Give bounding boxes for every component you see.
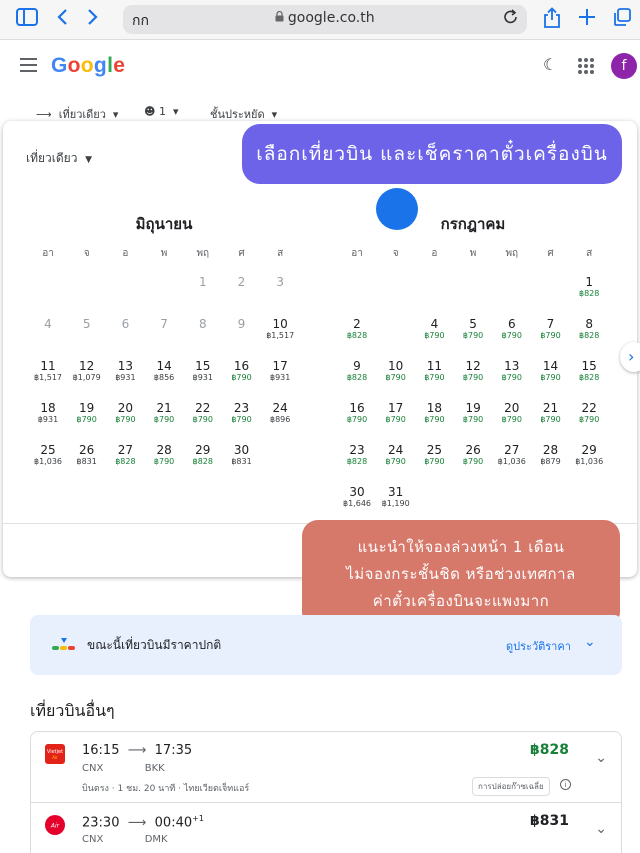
calendar-day-price: ฿896 (270, 415, 291, 424)
calendar-day[interactable] (376, 485, 416, 509)
flight-row[interactable] (30, 731, 622, 803)
calendar-day (183, 317, 223, 331)
calendar-day-number: 20 (117, 401, 134, 415)
calendar-day-number: 29 (195, 443, 211, 457)
calendar-day[interactable] (337, 443, 377, 467)
weekday-label: ส (586, 248, 593, 259)
forward-icon[interactable] (87, 7, 99, 32)
passengers-label: 1 (158, 105, 166, 118)
airport-codes (82, 763, 165, 774)
calendar-day[interactable] (453, 317, 493, 341)
calendar-day-number: 4 (44, 317, 52, 331)
calendar-day[interactable] (453, 443, 493, 467)
chevron-down-icon[interactable]: ⌄ (595, 821, 607, 837)
calendar-day[interactable] (183, 359, 223, 383)
calendar-day-number: 12 (465, 359, 481, 373)
flight-row[interactable] (30, 803, 622, 853)
weekday-label: อ (122, 248, 129, 259)
calendar-day[interactable] (260, 317, 300, 341)
calendar-day[interactable] (222, 401, 262, 425)
weekday-label: จ (83, 248, 90, 259)
calendar-day[interactable] (105, 443, 145, 467)
calendar-day-number: 11 (426, 359, 443, 373)
calendar-day[interactable] (260, 401, 300, 425)
calendar-day[interactable] (414, 317, 454, 341)
destination-code: DMK (144, 834, 168, 845)
annotation-choose-flight: เลือกเที่ยวบิน และเช็คราคาตั๋วเครื่องบิน (242, 124, 622, 184)
calendar-day[interactable] (569, 401, 609, 425)
airport-codes (82, 834, 168, 845)
calendar-day-number: 2 (237, 275, 246, 289)
calendar-day-price: ฿828 (346, 331, 368, 340)
calendar-day (28, 317, 68, 331)
calendar-day-price: ฿831 (231, 457, 252, 466)
calendar-day[interactable] (569, 443, 609, 467)
calendar-day-price: ฿790 (462, 457, 484, 466)
arrive-time: 00:40 (154, 815, 193, 831)
calendar-day-price: ฿828 (579, 331, 600, 340)
calendar-day-price: ฿790 (424, 331, 445, 340)
destination-code: BKK (144, 763, 165, 774)
reader-settings-button[interactable]: กก (132, 13, 149, 29)
calendar-day-price: ฿790 (462, 373, 484, 382)
calendar-day (67, 317, 107, 331)
calendar-day-price: ฿790 (540, 415, 561, 424)
cabin-dropdown[interactable]: ชั้นประหยัด ▾ (210, 108, 278, 121)
calendar-day[interactable] (144, 401, 184, 425)
calendar-day-number: 14 (542, 359, 559, 373)
calendar-day-number: 6 (121, 317, 130, 331)
calendar-day-price: ฿790 (231, 373, 252, 382)
annotation-line-2: ไม่จองกระชั้นชิด หรือช่วงเทศกาล (346, 565, 576, 583)
calendar-day-number: 13 (117, 359, 134, 373)
calendar-day[interactable] (105, 401, 145, 425)
svg-text:Air: Air (50, 822, 60, 830)
calendar-day-number: 14 (156, 359, 172, 373)
weekday-label: อา (351, 248, 363, 259)
airasia-logo-icon (45, 815, 65, 835)
calendar-day-number: 28 (156, 443, 172, 457)
calendar-day[interactable] (376, 443, 416, 467)
dark-mode-icon[interactable]: ☾ (543, 55, 558, 74)
depart-time: 23:30 (82, 815, 120, 831)
weekday-label: พ (469, 248, 477, 259)
calendar-day-price: ฿856 (153, 373, 175, 382)
calendar-day-number: 22 (195, 401, 211, 415)
calendar-day (105, 317, 145, 331)
calendar-day (222, 317, 262, 331)
weekday-label: อ (431, 248, 438, 259)
calendar-day[interactable] (453, 359, 493, 383)
calendar-day-number: 27 (117, 443, 134, 457)
calendar-day-number: 5 (469, 317, 477, 331)
arrow-icon: ⟶ (123, 815, 151, 831)
weekday-label: พฤ (505, 248, 519, 259)
calendar-day[interactable] (144, 359, 184, 383)
calendar-day-number: 25 (426, 443, 443, 457)
weekday-label: พฤ (196, 248, 210, 259)
calendar-day[interactable] (453, 401, 493, 425)
calendar-day-number: 19 (79, 401, 95, 415)
calendar-day-price: ฿1,036 (34, 457, 62, 466)
calendar-day-price: ฿828 (115, 457, 136, 466)
calendar-day-price: ฿790 (346, 415, 368, 424)
calendar-day-price: ฿790 (540, 373, 561, 382)
calendar-day-price: ฿790 (501, 331, 522, 340)
calendar-day-price: ฿790 (424, 457, 445, 466)
calendar-day (260, 275, 300, 289)
calendar-day-number: 23 (233, 401, 250, 415)
calendar-day (222, 275, 262, 289)
calendar-day-number: 10 (388, 359, 404, 373)
google-header (0, 41, 640, 93)
calendar-day[interactable] (414, 401, 454, 425)
calendar-day[interactable] (260, 359, 300, 383)
calendar-day-price: ฿790 (501, 373, 522, 382)
calendar-day-number: 10 (272, 317, 288, 331)
calendar-day[interactable] (337, 401, 377, 425)
calendar-day-number: 16 (233, 359, 250, 373)
date-picker-dialog (3, 121, 637, 577)
calendar-day-price: ฿828 (579, 373, 600, 382)
calendar-day-price: ฿1,517 (34, 373, 62, 382)
origin-code: CNX (82, 763, 104, 774)
other-flights-heading: เที่ยวบินอื่นๆ (30, 701, 115, 720)
calendar-day-price: ฿931 (270, 373, 291, 382)
calendar-day-number: 8 (198, 317, 207, 331)
calendar-day-number: 9 (237, 317, 246, 331)
passengers-dropdown[interactable]: ☻ 1 ▾ (144, 105, 179, 118)
calendar-day-number: 7 (546, 317, 555, 331)
depart-time: 16:15 (82, 743, 120, 758)
calendar-day-price: ฿879 (540, 457, 561, 466)
calendar-day[interactable] (376, 359, 416, 383)
calendar-day[interactable] (144, 443, 184, 467)
trip-type-dropdown[interactable]: ⟶ เที่ยวเดียว ▾ (36, 108, 119, 121)
chevron-down-icon: ▼ (85, 155, 93, 165)
arrow-icon: ⟶ (123, 743, 151, 758)
calendar-day[interactable] (337, 359, 377, 383)
calendar-day[interactable] (531, 359, 571, 383)
trip-type-label: เที่ยวเดียว (58, 108, 106, 121)
calendar-day[interactable] (222, 443, 262, 467)
price-insight-banner[interactable] (30, 615, 622, 675)
thai-vietjet-logo-icon (45, 744, 65, 764)
calendar-day-number: 15 (195, 359, 211, 373)
next-month-button[interactable]: › (620, 342, 640, 372)
new-tab-icon[interactable] (578, 7, 596, 31)
calendar-day-price: ฿790 (385, 415, 406, 424)
price-history-link[interactable]: ดูประวัติราคา (506, 640, 571, 653)
calendar-day-price: ฿831 (76, 457, 97, 466)
calendar-day-price: ฿790 (153, 457, 175, 466)
calendar-day-number: 1 (585, 275, 593, 289)
svg-text:Vietjet: Vietjet (46, 749, 64, 755)
calendar-day-number: 18 (426, 401, 443, 415)
calendar-day-number: 22 (581, 401, 597, 415)
back-icon[interactable] (56, 7, 68, 32)
weekday-label: ส (277, 248, 284, 259)
calendar-day[interactable] (222, 359, 262, 383)
calendar-day-number: 5 (82, 317, 91, 331)
calendar-day-number: 6 (507, 317, 516, 331)
month-title-june: มิถุนายน (135, 215, 193, 233)
calendar-day[interactable] (376, 317, 416, 341)
lock-icon (275, 12, 288, 25)
calendar-day[interactable] (67, 443, 107, 467)
annotation-line-3: ค่าตั๋วเครื่องบินจะแพงมาก (372, 592, 550, 610)
calendar-day-price: ฿790 (424, 373, 445, 382)
calendar-day[interactable] (414, 443, 454, 467)
weekday-label: ศ (547, 248, 554, 259)
calendar-day[interactable] (531, 443, 571, 467)
calendar-day-number: 7 (160, 317, 168, 331)
flight-times (82, 814, 204, 830)
calendar-day[interactable] (67, 359, 107, 383)
weekday-label: พ (160, 248, 168, 259)
arrive-time: 17:35 (154, 743, 193, 758)
flight-price: ฿831 (530, 813, 569, 829)
month-title-july: กรกฎาคม (440, 215, 506, 233)
calendar-day-number: 30 (233, 443, 250, 457)
calendar-day-price: ฿828 (346, 373, 368, 382)
address-bar[interactable] (123, 5, 527, 34)
calendar-day-price: ฿828 (192, 457, 213, 466)
calendar-day[interactable] (569, 359, 609, 383)
share-icon[interactable] (542, 7, 562, 34)
calendar-day-price: ฿790 (424, 415, 445, 424)
calendar-day-price: ฿790 (385, 373, 406, 382)
calendar-day[interactable] (337, 485, 377, 509)
chevron-down-icon[interactable]: ⌄ (584, 634, 596, 650)
calendar-day-number: 30 (349, 485, 365, 499)
calendar-day-number: 3 (391, 317, 400, 331)
calendar-day[interactable] (376, 401, 416, 425)
weekday-label: อา (42, 248, 54, 259)
calendar-day-number: 21 (156, 401, 172, 415)
calendar-day-price: ฿790 (385, 457, 406, 466)
calendar-day-price: ฿828 (579, 289, 600, 298)
calendar-day[interactable] (337, 317, 377, 341)
calendar-day-number: 16 (349, 401, 365, 415)
calendar-day-number: 21 (542, 401, 559, 415)
trip-type-select-label: เที่ยวเดียว (26, 151, 78, 165)
price-level-icon (52, 637, 74, 649)
calendar-day-number: 29 (581, 443, 597, 457)
calendar-day[interactable] (28, 443, 68, 467)
calendar-day-price: ฿931 (115, 373, 136, 382)
calendar-day-number: 31 (388, 485, 404, 499)
calendar-day[interactable] (492, 317, 532, 341)
calendar-day-number: 28 (542, 443, 559, 457)
calendar-day-price: ฿790 (462, 331, 484, 340)
calendar-day[interactable] (531, 401, 571, 425)
calendar-day (183, 275, 223, 289)
calendar-day-number: 27 (504, 443, 520, 457)
calendar-day-number: 25 (40, 443, 56, 457)
calendar-day-price: ฿790 (192, 415, 213, 424)
flight-meta: บินตรง · 1 ชม. 20 นาที · ไทยเวียตเจ็ทแอร์ (82, 784, 250, 794)
avatar[interactable]: f (611, 53, 637, 79)
apps-grid-icon[interactable] (578, 58, 594, 74)
calendar-day-number: 20 (504, 401, 520, 415)
calendar-day[interactable] (492, 443, 532, 467)
chevron-down-icon[interactable]: ⌄ (595, 750, 607, 766)
reload-icon[interactable] (503, 8, 519, 30)
menu-icon[interactable] (20, 58, 37, 72)
calendar-day-price: ฿1,190 (381, 499, 410, 508)
trip-type-select[interactable] (26, 149, 92, 168)
google-logo[interactable]: Google (51, 54, 126, 77)
calendar-day-price: ฿790 (76, 415, 97, 424)
calendar-day-number: 24 (272, 401, 288, 415)
origin-code: CNX (82, 834, 104, 845)
calendar-day-price: ฿790 (540, 331, 561, 340)
info-icon[interactable]: i (560, 779, 571, 790)
flight-times (82, 743, 192, 758)
calendar-day[interactable] (183, 443, 223, 467)
tabs-icon[interactable] (612, 7, 632, 32)
calendar-day-number: 12 (79, 359, 95, 373)
calendar-day-number: 23 (349, 443, 365, 457)
calendar-day-number: 9 (353, 359, 361, 373)
calendar-day-price: ฿790 (462, 415, 484, 424)
calendar-day[interactable] (492, 401, 532, 425)
calendar-day-price: ฿931 (192, 373, 213, 382)
cabin-label: ชั้นประหยัด (210, 108, 265, 121)
annotation-booking-tip (302, 520, 620, 628)
person-icon: ☻ (144, 105, 156, 118)
calendar-day[interactable] (414, 359, 454, 383)
weekday-label: ศ (238, 248, 245, 259)
calendar-day[interactable] (492, 359, 532, 383)
calendar-day-number: 2 (353, 317, 361, 331)
calendar-day-price: ฿1,036 (575, 457, 604, 466)
calendar-day[interactable] (28, 359, 68, 383)
flight-price: ฿828 (530, 742, 569, 758)
annotation-line-1: แนะนำให้จองล่วงหน้า 1 เดือน (357, 538, 565, 556)
calendar-day-price: ฿1,036 (497, 457, 526, 466)
calendar-day[interactable] (67, 401, 107, 425)
calendar-day-price: ฿790 (579, 415, 600, 424)
calendar-day[interactable] (569, 275, 609, 299)
calendar-day[interactable] (183, 401, 223, 425)
calendar-day-number: 17 (272, 359, 288, 373)
sidebar-icon[interactable] (16, 7, 38, 32)
svg-text:Air: Air (52, 755, 58, 760)
calendar-day-price: ฿1,646 (343, 499, 371, 508)
calendar-day[interactable] (531, 317, 571, 341)
url-domain: google.co.th (287, 10, 375, 26)
calendar-day-number: 15 (581, 359, 597, 373)
calendar-day-number: 18 (40, 401, 56, 415)
calendar-day-price: ฿828 (346, 457, 368, 466)
calendar-day[interactable] (28, 401, 68, 425)
url-text (123, 10, 527, 26)
weekday-label: จ (392, 248, 399, 259)
calendar-day-number: 1 (198, 275, 207, 289)
calendar-day-number: 19 (465, 401, 481, 415)
calendar-day (144, 317, 184, 331)
calendar-day-price: ฿1,517 (266, 331, 295, 340)
calendar-day-number: 3 (276, 275, 284, 289)
calendar-day-price: ฿790 (501, 415, 522, 424)
next-day-marker: +1 (192, 814, 204, 823)
calendar-day-price: ฿790 (153, 415, 175, 424)
selected-date-highlight (376, 188, 418, 230)
calendar-day-number: 26 (465, 443, 481, 457)
calendar-day[interactable] (105, 359, 145, 383)
calendar-day-price: ฿931 (37, 415, 59, 424)
emissions-badge: การปล่อยก๊าซเฉลี่ย (472, 777, 550, 796)
calendar-day-price: ฿790 (231, 415, 252, 424)
calendar-day-number: 11 (40, 359, 56, 373)
calendar-day-price: ฿1,079 (72, 373, 101, 382)
calendar-day-number: 8 (585, 317, 593, 331)
calendar-day-price: ฿790 (115, 415, 136, 424)
calendar-day-number: 17 (388, 401, 404, 415)
price-insight-text: ขณะนี้เที่ยวบินมีราคาปกติ (87, 638, 222, 652)
calendar-day-number: 4 (430, 317, 439, 331)
calendar-day-number: 24 (388, 443, 404, 457)
calendar-day-price: ฿790 (385, 331, 406, 340)
calendar-day-number: 26 (79, 443, 95, 457)
calendar-day[interactable] (569, 317, 609, 341)
calendar-day-number: 13 (504, 359, 520, 373)
browser-toolbar (0, 0, 640, 40)
